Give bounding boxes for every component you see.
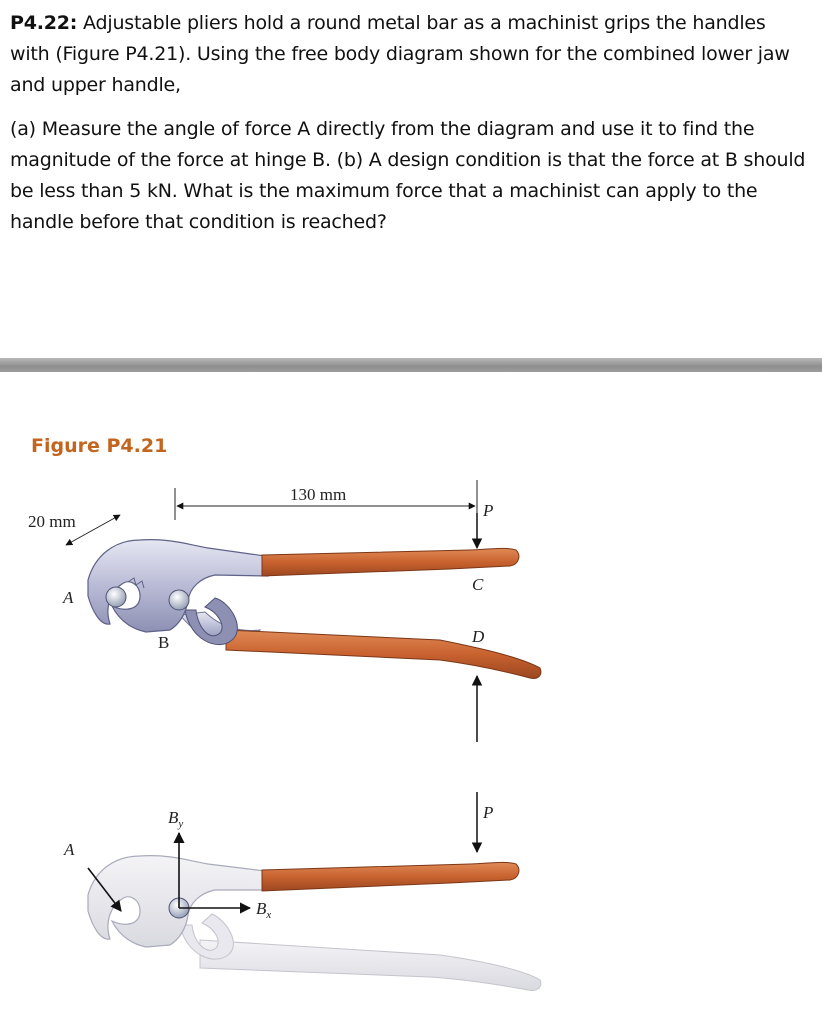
label-by-main: B bbox=[168, 808, 179, 827]
upper-handle-grip bbox=[262, 548, 519, 576]
label-bx bbox=[256, 899, 271, 921]
dim-130-label: 130 mm bbox=[290, 485, 347, 504]
label-p-fbd: P bbox=[483, 803, 494, 822]
hinge-pin-b bbox=[169, 590, 189, 610]
label-p-top: P bbox=[483, 501, 494, 520]
section-divider bbox=[0, 358, 822, 372]
label-b-top: B bbox=[158, 633, 170, 652]
round-bar-a bbox=[106, 587, 126, 607]
label-by bbox=[168, 808, 183, 830]
problem-intro bbox=[10, 8, 810, 101]
problem-intro-text: Adjustable pliers hold a round metal bar as a machinist grips the handles with (Figure P4.21). Using the free body diagram shown for the combined lower jaw and upper handle, bbox=[10, 12, 790, 96]
problem-question: (a) Measure the angle of force A directly from the diagram and use it to find the magnitude of the force at hinge B. (b) A design condition is that the force at B should be less than 5 kN. What is the maximum force that a machinist can apply to the handle before that condition is reached? bbox=[10, 118, 806, 233]
free-body-diagram bbox=[63, 792, 541, 990]
problem-label: P4.22: bbox=[10, 12, 78, 34]
upper-jaw-body bbox=[88, 540, 268, 632]
figure-title: Figure P4.21 bbox=[31, 435, 168, 457]
fbd-greyed-lower-handle bbox=[200, 940, 541, 990]
lower-handle-grip bbox=[226, 630, 541, 678]
figure-p4-21 bbox=[0, 470, 822, 1024]
pliers-assembled bbox=[28, 480, 541, 742]
label-c: C bbox=[472, 575, 484, 594]
label-a-top: A bbox=[63, 588, 74, 607]
label-bx-main: B bbox=[256, 899, 267, 918]
fbd-upper-handle-grip bbox=[262, 862, 519, 891]
dim-20-label: 20 mm bbox=[28, 512, 76, 531]
label-d: D bbox=[472, 627, 485, 646]
label-by-sub: y bbox=[178, 818, 184, 830]
fbd-greyed-slot bbox=[180, 914, 233, 959]
label-a-fbd: A bbox=[64, 840, 75, 859]
label-bx-sub: x bbox=[266, 909, 272, 921]
